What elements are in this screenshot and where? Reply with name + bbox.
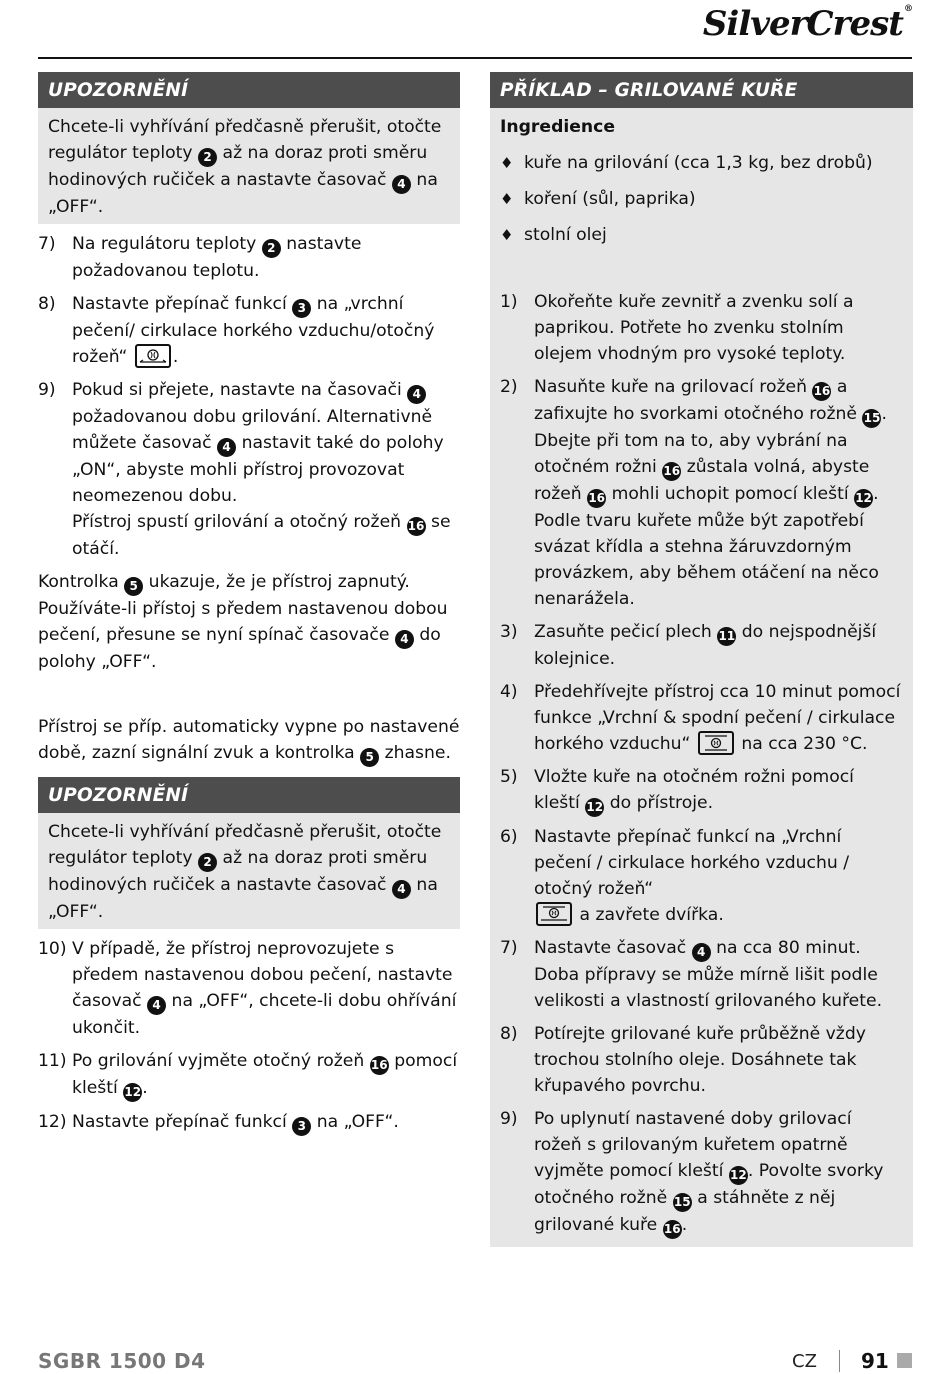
- ingredient-item: ♦ koření (sůl, paprika): [500, 189, 696, 209]
- callout-number: 15: [862, 409, 881, 428]
- step-12: 12) Nastavte přepínač funkcí 3 na „OFF“.: [38, 1109, 460, 1136]
- brand-logo: SilverCrest®: [702, 4, 912, 44]
- callout-number: 3: [292, 1117, 311, 1136]
- callout-number: 4: [217, 438, 236, 457]
- recipe-step-6: 6) Nastavte přepínač funkcí na „Vrchní pečení / cirkulace horkého vzduchu / otočný rožeň“ a zavřete dvířka.: [500, 827, 850, 925]
- callout-number: 16: [663, 1220, 682, 1239]
- callout-number: 2: [262, 239, 281, 258]
- callout-number: 16: [812, 382, 831, 401]
- callout-number: 2: [198, 148, 217, 167]
- callout-number: 2: [198, 853, 217, 872]
- callout-number: 12: [854, 489, 873, 508]
- warning-heading: UPOZORNĚNÍ: [38, 72, 460, 108]
- recipe-step-3: 3) Zasuňte pečicí plech 11 do nejspodnější kolejnice.: [500, 622, 877, 669]
- page-number: 91: [861, 1349, 889, 1373]
- recipe-step-4: 4) Předehřívejte přístroj cca 10 minut pomocí funkce „Vrchní & spodní pečení / cirkulace horkého vzduchu“ na cca 230 °C.: [500, 682, 901, 754]
- callout-number: 15: [673, 1193, 692, 1212]
- callout-number: 5: [360, 748, 379, 767]
- convection-mode-icon: [698, 731, 734, 755]
- callout-number: 5: [124, 577, 143, 596]
- rotisserie-mode-icon: [536, 902, 572, 926]
- ingredient-item: ♦ kuře na grilování (cca 1,3 kg, bez drobů): [500, 153, 873, 173]
- callout-number: 4: [692, 943, 711, 962]
- ingredient-item: ♦ stolní olej: [500, 225, 607, 245]
- example-heading: PŘÍKLAD – GRILOVANÉ KUŘE: [490, 72, 913, 108]
- callout-number: 16: [587, 489, 606, 508]
- example-box: [490, 108, 913, 1247]
- callout-number: 12: [123, 1083, 142, 1102]
- footer-square-icon: [897, 1353, 912, 1368]
- recipe-step-8: 8) Potírejte grilované kuře průběžně vždy trochou stolního oleje. Dosáhnete tak křupavého povrchu.: [500, 1024, 866, 1096]
- step-10: 10) V případě, že přístroj neprovozujete s předem nastavenou dobou pečení, nastavte časovač 4 na „OFF“, chcete-li dobu ohřívání ukončit.: [38, 939, 457, 1038]
- recipe-step-2: 2) Nasuňte kuře na grilovací rožeň 16 a zafixujte ho svorkami otočného rožně 15. Dbejte při tom na to, aby vybrání na otočném rožni 16 zůstala volná, abyste rožeň 16 mohli uchopit pomocí kleští 12. Podle tvaru kuřete může být zapotřebí svázat křídla a stehna žáruvzdorným provázkem, aby během otáčení na něco nenarážela.: [500, 377, 887, 609]
- warning-box: Chcete-li vyhřívání předčasně přerušit, otočte regulátor teploty 2 až na doraz proti směru hodinových ručiček a nastavte časovač 4 na „OFF“.: [38, 108, 460, 224]
- recipe-step-1: 1) Okořeňte kuře zevnitř a zvenku solí a paprikou. Potřete ho zvenku stolním olejem vhodným pro vysoké teploty.: [500, 292, 854, 364]
- footer-language: CZ: [792, 1351, 817, 1372]
- callout-number: 3: [292, 299, 311, 318]
- footer-model: SGBR 1500 D4: [38, 1349, 206, 1373]
- callout-number: 4: [392, 880, 411, 899]
- auto-off-paragraph: Přístroj se příp. automaticky vypne po nastavené době, zazní signální zvuk a kontrolka 5 zhasne.: [38, 714, 460, 767]
- ingredients-title: Ingredience: [500, 117, 616, 137]
- header-rule: [38, 57, 912, 59]
- right-column: [490, 72, 913, 1247]
- callout-number: 11: [717, 627, 736, 646]
- footer-divider: [839, 1350, 840, 1372]
- step-7: 7) Na regulátoru teploty 2 nastavte požadovanou teplotu.: [38, 234, 362, 281]
- warning-box: Chcete-li vyhřívání předčasně přerušit, otočte regulátor teploty 2 až na doraz proti směru hodinových ručiček a nastavte časovač 4 na „OFF“.: [38, 813, 460, 929]
- recipe-step-9: 9) Po uplynutí nastavené doby grilovací rožeň s grilovaným kuřetem opatrně vyjměte pomocí kleští 12. Povolte svorky otočného rožně 15 a stáhněte z něj grilované kuře 16.: [500, 1106, 903, 1239]
- callout-number: 16: [662, 462, 681, 481]
- callout-number: 12: [585, 798, 604, 817]
- callout-number: 4: [392, 175, 411, 194]
- callout-number: 4: [147, 996, 166, 1015]
- callout-number: 4: [395, 630, 414, 649]
- rotisserie-mode-icon: [135, 344, 171, 368]
- warning-heading: UPOZORNĚNÍ: [38, 777, 460, 813]
- recipe-step-5: 5) Vložte kuře na otočném rožni pomocí kleští 12 do přístroje.: [500, 764, 903, 817]
- recipe-step-7: 7) Nastavte časovač 4 na cca 80 minut. Doba přípravy se může mírně lišit podle velikosti a vlastností grilovaného kuřete.: [500, 938, 883, 1011]
- indicator-paragraph: Kontrolka 5 ukazuje, že je přístroj zapnutý. Používáte-li přístoj s předem nastavenou dobou pečení, přesune se nyní spínač časovače 4 do polohy „OFF“.: [38, 572, 448, 672]
- step-9: 9) Pokud si přejete, nastavte na časovači 4 požadovanou dobu grilování. Alternativně můžete časovač 4 nastavit také do polohy „ON“, abyste mohli přístroj provozovat neomezenou dobu. Přístroj spustí grilování a otočný rožeň 16 se otáčí.: [38, 380, 451, 559]
- callout-number: 12: [729, 1166, 748, 1185]
- left-column: [38, 72, 460, 1136]
- callout-number: 16: [370, 1056, 389, 1075]
- callout-number: 4: [407, 385, 426, 404]
- step-11: 11) Po grilování vyjměte otočný rožeň 16 pomocí kleští 12.: [38, 1048, 460, 1102]
- callout-number: 16: [407, 517, 426, 536]
- step-8: 8) Nastavte přepínač funkcí 3 na „vrchní pečení/ cirkulace horkého vzduchu/otočný rožeň“ .: [38, 294, 435, 367]
